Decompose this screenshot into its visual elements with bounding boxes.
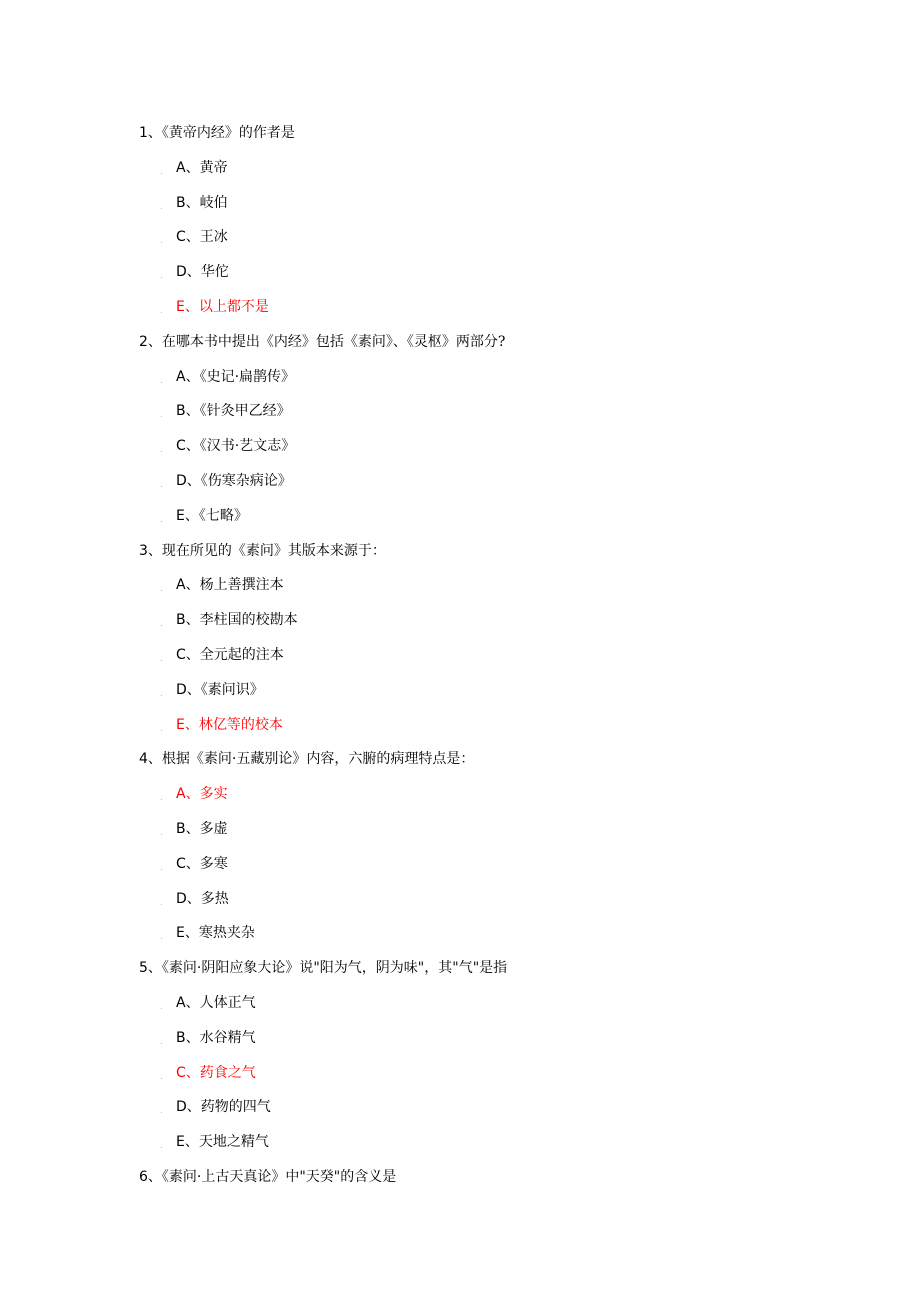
question-number: 3、 xyxy=(139,542,162,559)
question-stem xyxy=(0,748,920,783)
question-stem xyxy=(0,331,920,366)
bullet-dot-icon: . xyxy=(160,793,163,804)
option-text: 以上都不是 xyxy=(198,298,269,315)
option-text: 《汉书·艺文志》 xyxy=(199,438,296,455)
answer-option xyxy=(0,609,920,644)
option-text: 《伤寒杂病论》 xyxy=(200,472,292,489)
option-letter: A、 xyxy=(176,786,200,803)
bullet-dot-icon: . xyxy=(160,584,163,595)
option-text: 寒热夹杂 xyxy=(198,925,255,942)
question-number: 5、 xyxy=(139,960,162,977)
answer-option xyxy=(0,226,920,261)
option-text: 多实 xyxy=(199,786,228,803)
option-letter: C、 xyxy=(176,1064,200,1081)
answer-option xyxy=(0,679,920,714)
bullet-dot-icon: . xyxy=(160,827,163,838)
bullet-dot-icon: . xyxy=(160,862,163,873)
bullet-dot-icon: . xyxy=(160,723,163,734)
question-text: 《素问·上古天真论》中"天癸"的含义是 xyxy=(161,1168,397,1185)
option-letter: B、 xyxy=(176,612,200,629)
option-text: 天地之精气 xyxy=(198,1134,269,1151)
option-letter: B、 xyxy=(176,1029,200,1046)
question-number: 1、 xyxy=(139,125,162,141)
option-letter: E、 xyxy=(176,298,199,315)
answer-option xyxy=(0,400,920,435)
option-letter: E、 xyxy=(176,507,199,524)
option-text: 药物的四气 xyxy=(200,1099,271,1116)
answer-option xyxy=(0,818,920,853)
question-text: 《素问·阴阳应象大论》说"阳为气，阴为味"，其"气"是指 xyxy=(161,960,508,977)
option-letter: A、 xyxy=(176,159,200,176)
option-letter: B、 xyxy=(176,194,200,211)
question-number: 4、 xyxy=(139,751,162,768)
option-text: 《素问识》 xyxy=(200,681,264,698)
question-block xyxy=(0,748,920,957)
option-letter: B、 xyxy=(176,403,200,420)
question-stem xyxy=(0,540,920,575)
option-text: 岐伯 xyxy=(199,194,228,211)
option-letter: C、 xyxy=(176,855,200,872)
answer-option xyxy=(0,992,920,1027)
answer-option xyxy=(0,366,920,401)
answer-option-correct xyxy=(0,714,920,749)
question-stem xyxy=(0,957,920,992)
option-letter: D、 xyxy=(176,1099,201,1116)
answer-option xyxy=(0,192,920,227)
answer-option xyxy=(0,505,920,540)
option-text: 多虚 xyxy=(199,820,228,837)
answer-option xyxy=(0,261,920,296)
bullet-dot-icon: . xyxy=(160,305,163,316)
option-text: 《史记·扁鹊传》 xyxy=(199,368,296,385)
option-letter: C、 xyxy=(176,229,200,246)
answer-option xyxy=(0,157,920,192)
question-block xyxy=(0,331,920,540)
question-number: 6、 xyxy=(139,1168,162,1185)
bullet-dot-icon: . xyxy=(160,932,163,943)
bullet-dot-icon: . xyxy=(160,236,163,247)
answer-option xyxy=(0,470,920,505)
answer-option-correct xyxy=(0,783,920,818)
answer-option-correct xyxy=(0,296,920,331)
question-text: 根据《素问·五藏别论》内容，六腑的病理特点是： xyxy=(161,751,475,768)
answer-option xyxy=(0,644,920,679)
answer-option xyxy=(0,922,920,957)
option-letter: E、 xyxy=(176,716,199,733)
option-text: 杨上善撰注本 xyxy=(199,577,284,594)
answer-option-correct xyxy=(0,1062,920,1097)
question-number: 2、 xyxy=(139,333,162,350)
bullet-dot-icon: . xyxy=(160,1071,163,1082)
option-letter: D、 xyxy=(176,472,201,489)
answer-option xyxy=(0,435,920,470)
option-letter: C、 xyxy=(176,438,200,455)
question-stem xyxy=(0,122,920,157)
option-letter: D、 xyxy=(176,264,201,281)
option-text: 林亿等的校本 xyxy=(198,716,283,733)
answer-option xyxy=(0,1131,920,1166)
document-body xyxy=(0,122,920,1201)
bullet-dot-icon: . xyxy=(160,653,163,664)
question-block xyxy=(0,122,920,331)
bullet-dot-icon: . xyxy=(160,1001,163,1012)
bullet-dot-icon: . xyxy=(160,688,163,699)
bullet-dot-icon: . xyxy=(160,445,163,456)
option-letter: C、 xyxy=(176,646,200,663)
bullet-dot-icon: . xyxy=(160,1141,163,1152)
bullet-dot-icon: . xyxy=(160,166,163,177)
answer-option xyxy=(0,853,920,888)
bullet-dot-icon: . xyxy=(160,375,163,386)
bullet-dot-icon: . xyxy=(160,619,163,630)
option-text: 王冰 xyxy=(199,229,228,246)
option-text: 《七略》 xyxy=(198,507,248,524)
answer-option xyxy=(0,1027,920,1062)
option-text: 多寒 xyxy=(199,855,228,872)
option-letter: A、 xyxy=(176,368,200,385)
option-letter: B、 xyxy=(176,820,200,837)
question-text: 在哪本书中提出《内经》包括《素问》、《灵枢》两部分? xyxy=(161,333,506,350)
bullet-dot-icon: . xyxy=(160,201,163,212)
bullet-dot-icon: . xyxy=(160,1036,163,1047)
option-letter: A、 xyxy=(176,577,200,594)
question-text: 现在所见的《素问》其版本来源于： xyxy=(161,542,386,559)
option-text: 多热 xyxy=(200,890,229,907)
option-text: 《针灸甲乙经》 xyxy=(199,403,291,420)
question-block xyxy=(0,540,920,749)
bullet-dot-icon: . xyxy=(160,897,163,908)
option-text: 黄帝 xyxy=(199,159,228,176)
bullet-dot-icon: . xyxy=(160,271,163,282)
question-text: 《黄帝内经》的作者是 xyxy=(161,125,295,141)
option-letter: E、 xyxy=(176,925,199,942)
bullet-dot-icon: . xyxy=(160,1106,163,1117)
question-stem xyxy=(0,1166,920,1201)
option-letter: E、 xyxy=(176,1134,199,1151)
question-block xyxy=(0,957,920,1166)
option-text: 药食之气 xyxy=(199,1064,256,1081)
option-text: 李柱国的校勘本 xyxy=(199,612,298,629)
option-text: 人体正气 xyxy=(199,994,256,1011)
option-text: 全元起的注本 xyxy=(199,646,284,663)
answer-option xyxy=(0,1096,920,1131)
option-letter: A、 xyxy=(176,994,200,1011)
answer-option xyxy=(0,888,920,923)
bullet-dot-icon: . xyxy=(160,410,163,421)
option-letter: D、 xyxy=(176,890,201,907)
option-text: 水谷精气 xyxy=(199,1029,256,1046)
bullet-dot-icon: . xyxy=(160,514,163,525)
option-letter: D、 xyxy=(176,681,201,698)
bullet-dot-icon: . xyxy=(160,479,163,490)
question-block xyxy=(0,1166,920,1201)
option-text: 华佗 xyxy=(200,264,229,281)
answer-option xyxy=(0,574,920,609)
